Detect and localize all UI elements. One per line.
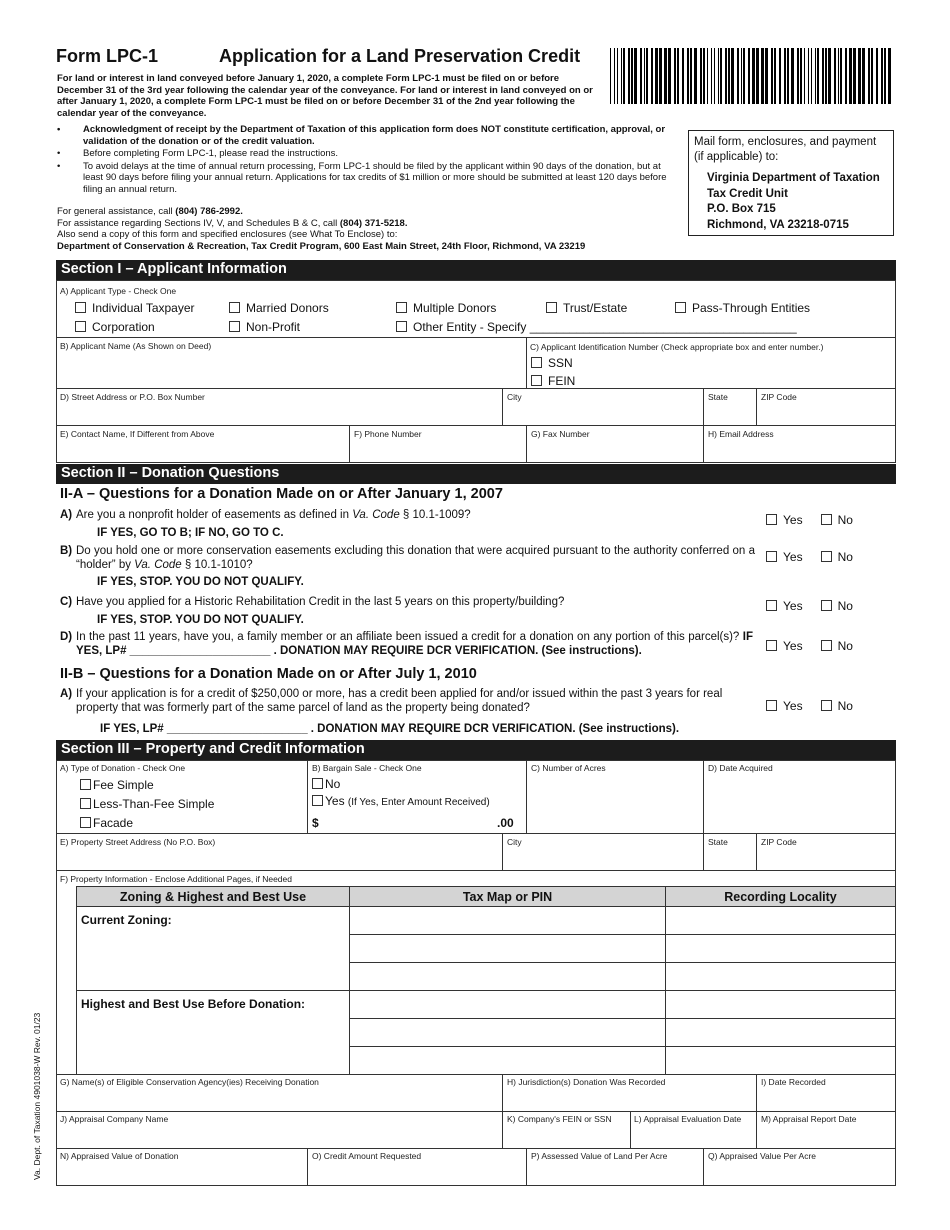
- question-2a-b: [60, 545, 755, 590]
- checkbox[interactable]: [75, 321, 86, 332]
- question-text: Are you a nonprofit holder of easements as defined in: [76, 509, 353, 521]
- side-footer: Va. Dept. of Taxation 4901038-W Rev. 01/23: [32, 1012, 42, 1180]
- fein-label: FEIN: [548, 374, 576, 388]
- bargain-yes-label: Yes: [325, 794, 345, 808]
- mailing-address-box: [688, 130, 894, 236]
- zip-label: ZIP Code: [761, 392, 797, 402]
- type-pass-through-label: Pass-Through Entities: [692, 301, 811, 315]
- bargain-cents: .00: [497, 816, 514, 830]
- checkbox[interactable]: [229, 302, 240, 313]
- yes-label: Yes: [783, 513, 803, 527]
- question-instruction: IF YES, LP# ______________________ . DONATION MAY REQUIRE DCR VERIFICATION. (See instructions).: [76, 631, 753, 657]
- jurisdiction-label: H) Jurisdiction(s) Donation Was Recorded: [507, 1077, 666, 1087]
- yes-checkbox[interactable]: [766, 514, 777, 525]
- checkbox[interactable]: [675, 302, 686, 313]
- divider: [526, 337, 527, 389]
- divider: [526, 1148, 527, 1186]
- highest-use-label: Highest and Best Use Before Donation:: [81, 997, 306, 1011]
- checkbox[interactable]: [80, 817, 91, 828]
- question-letter: B): [60, 545, 73, 557]
- no-checkbox[interactable]: [821, 700, 832, 711]
- type-pass-through[interactable]: [675, 301, 810, 315]
- donation-type-label: A) Type of Donation - Check One: [60, 763, 186, 773]
- question-instruction: IF YES, STOP. YOU DO NOT QUALIFY.: [97, 613, 304, 626]
- divider: [703, 388, 704, 426]
- current-zoning-label: Current Zoning:: [81, 913, 172, 927]
- current-zoning-cell[interactable]: [77, 907, 350, 991]
- divider: [526, 760, 527, 834]
- type-corporation[interactable]: [75, 320, 155, 334]
- type-fee-simple[interactable]: [80, 778, 154, 792]
- question-text-end: § 10.1-1010?: [181, 558, 253, 571]
- no-label: No: [837, 513, 853, 527]
- assessed-value-label: P) Assessed Value of Land Per Acre: [531, 1151, 668, 1161]
- question-instruction: IF YES, STOP. YOU DO NOT QUALIFY.: [97, 576, 304, 588]
- bargain-no[interactable]: [312, 777, 340, 791]
- q-c-yes-no[interactable]: [766, 599, 853, 613]
- bullet-acknowledgment: • Acknowledgment of receipt by the Department of Taxation of this application form does NOT constitute certification, approval, or validation of the donation or of the credit valuation.: [57, 124, 669, 147]
- divider: [703, 760, 704, 834]
- checkbox[interactable]: [312, 778, 323, 789]
- type-multiple[interactable]: [396, 301, 496, 315]
- filing-deadline-text: For land or interest in land conveyed before January 1, 2020, a complete Form LPC-1 must be filed on or before December 31 of the 3rd year following the calendar year of the conveyance. For land or interest in land conveyed on or after January 1, 2020, a complete Form LPC-1 must be filed on or before December 31 of the 2nd year following the calendar year of the conveyance.: [57, 73, 593, 119]
- bullet-read-instructions: • Before completing Form LPC-1, please read the instructions.: [57, 148, 669, 160]
- agency-label: G) Name(s) of Eligible Conservation Agency(ies) Receiving Donation: [60, 1077, 319, 1087]
- question-2b-a: [60, 688, 753, 737]
- company-fein-label: K) Company's FEIN or SSN: [507, 1114, 612, 1124]
- acres-label: C) Number of Acres: [531, 763, 606, 773]
- divider: [349, 425, 350, 463]
- property-address-label: E) Property Street Address (No P.O. Box): [60, 837, 216, 847]
- street-address-label: D) Street Address or P.O. Box Number: [60, 392, 205, 402]
- credit-amount-label: O) Credit Amount Requested: [312, 1151, 422, 1161]
- divider: [756, 833, 757, 871]
- date-acquired-label: D) Date Acquired: [708, 763, 773, 773]
- applicant-id-label: C) Applicant Identification Number (Check appropriate box and enter number.): [530, 342, 824, 352]
- property-info-label: F) Property Information - Enclose Additional Pages, if Needed: [60, 874, 292, 884]
- id-ssn[interactable]: [531, 356, 573, 370]
- form-number: Form LPC-1: [56, 46, 159, 66]
- col-tax-map: Tax Map or PIN: [350, 887, 666, 907]
- type-non-profit-label: Non-Profit: [246, 320, 301, 334]
- property-zip-label: ZIP Code: [761, 837, 797, 847]
- no-checkbox[interactable]: [821, 600, 832, 611]
- mail-line-2: Tax Credit Unit: [707, 187, 788, 200]
- type-trust-label: Trust/Estate: [563, 301, 628, 315]
- id-fein[interactable]: [531, 374, 575, 388]
- yes-label: Yes: [783, 599, 803, 613]
- email-label: H) Email Address: [708, 429, 774, 439]
- checkbox[interactable]: [80, 779, 91, 790]
- mail-line-1: Virginia Department of Taxation: [707, 172, 880, 184]
- locality-cell[interactable]: [666, 907, 896, 935]
- checkbox[interactable]: [546, 302, 557, 313]
- type-individual-label: Individual Taxpayer: [92, 301, 195, 315]
- checkbox[interactable]: [75, 302, 86, 313]
- q-b-yes-no[interactable]: [766, 550, 853, 564]
- locality-cell[interactable]: [666, 1019, 896, 1047]
- facade-label: Facade: [93, 816, 134, 830]
- tax-map-cell[interactable]: [350, 935, 666, 963]
- city-label: City: [507, 392, 522, 402]
- divider: [502, 1111, 503, 1149]
- property-info-table: [76, 886, 896, 1075]
- question-2a-a: [60, 509, 760, 540]
- highest-use-cell[interactable]: [77, 991, 350, 1075]
- divider: [703, 833, 704, 871]
- question-letter: C): [60, 596, 73, 608]
- copy-line: Also send a copy of this form and specified enclosures (see What To Enclose) to:: [57, 229, 398, 241]
- question-2a-c: [60, 596, 760, 627]
- yes-checkbox[interactable]: [766, 551, 777, 562]
- type-facade[interactable]: [80, 816, 133, 830]
- bargain-dollar: $: [312, 816, 319, 830]
- locality-cell[interactable]: [666, 963, 896, 991]
- instruction-bullets: [57, 124, 669, 197]
- divider: [756, 1074, 757, 1112]
- locality-cell[interactable]: [666, 935, 896, 963]
- divider: [703, 1148, 704, 1186]
- question-letter: A): [60, 688, 73, 700]
- report-date-label: M) Appraisal Report Date: [761, 1114, 857, 1124]
- date-recorded-label: I) Date Recorded: [761, 1077, 826, 1087]
- property-state-label: State: [708, 837, 728, 847]
- question-text: Have you applied for a Historic Rehabilitation Credit in the last 5 years on this property/building?: [76, 596, 565, 608]
- appraisal-company-label: J) Appraisal Company Name: [60, 1114, 169, 1124]
- bargain-yes[interactable]: [312, 794, 490, 808]
- checkbox[interactable]: [396, 302, 407, 313]
- question-text: If your application is for a credit of $250,000 or more, has a credit been applied for and/or issued within the past 3 years for real property that was formerly part of the same parcel of land as the property being donated?: [76, 688, 723, 714]
- type-individual[interactable]: [75, 301, 195, 315]
- divider: [703, 425, 704, 463]
- tax-map-cell[interactable]: [350, 963, 666, 991]
- question-text: In the past 11 years, have you, a family member or an affiliate been issued a credit for a donation on any portion of this parcel(s)?: [76, 631, 743, 643]
- question-text: Do you hold one or more conservation easements excluding this donation that were acquired pursuant to the authority conferred on a “holder” by: [76, 545, 755, 571]
- checkbox[interactable]: [229, 321, 240, 332]
- checkbox[interactable]: [80, 798, 91, 809]
- checkbox[interactable]: [312, 795, 323, 806]
- no-checkbox[interactable]: [821, 640, 832, 651]
- q-d-yes-no[interactable]: [766, 639, 853, 653]
- no-label: No: [837, 639, 853, 653]
- appraised-value-label: N) Appraised Value of Donation: [60, 1151, 179, 1161]
- applicant-type-label: A) Applicant Type - Check One: [60, 286, 177, 296]
- mail-intro: Mail form, enclosures, and payment (if applicable) to:: [694, 136, 877, 163]
- yes-label: Yes: [783, 550, 803, 564]
- question-2a-d: [60, 631, 753, 658]
- locality-cell[interactable]: [666, 991, 896, 1019]
- no-label: No: [837, 550, 853, 564]
- section-3-header: Section III – Property and Credit Information: [56, 740, 896, 760]
- checkbox[interactable]: [531, 357, 542, 368]
- bargain-sale-label: B) Bargain Sale - Check One: [312, 763, 422, 773]
- bargain-no-label: No: [325, 777, 341, 791]
- type-married[interactable]: [229, 301, 329, 315]
- bullet-avoid-delays: • To avoid delays at the time of annual return processing, Form LPC-1 should be filed by the applicant within 90 days of the donation, but at least 90 days before filing your annual return. Applications for tax credits of $1 million or more should be submitted at least 120 days before filing an annual return.: [57, 161, 669, 196]
- divider: [502, 1074, 503, 1112]
- phone-label: F) Phone Number: [354, 429, 422, 439]
- state-label: State: [708, 392, 728, 402]
- mail-line-3: P.O. Box 715: [707, 203, 776, 215]
- tax-map-cell[interactable]: [350, 907, 666, 935]
- divider: [502, 388, 503, 426]
- appraised-per-acre-label: Q) Appraised Value Per Acre: [708, 1151, 817, 1161]
- type-married-label: Married Donors: [246, 301, 329, 315]
- form-title: Application for a Land Preservation Credit: [219, 46, 581, 66]
- divider: [526, 425, 527, 463]
- section-1-header: Section I – Applicant Information: [56, 260, 896, 280]
- bargain-yes-note: (If Yes, Enter Amount Received): [347, 797, 490, 808]
- section-2-header: Section II – Donation Questions: [56, 464, 896, 484]
- yes-label: Yes: [783, 699, 803, 713]
- divider: [630, 1111, 631, 1149]
- no-checkbox[interactable]: [821, 551, 832, 562]
- divider: [307, 760, 308, 834]
- yes-checkbox[interactable]: [766, 600, 777, 611]
- divider: [756, 388, 757, 426]
- col-recording-locality: Recording Locality: [666, 887, 896, 907]
- yes-checkbox[interactable]: [766, 640, 777, 651]
- assistance-info: [57, 206, 697, 252]
- type-other[interactable]: [396, 320, 797, 334]
- fee-simple-label: Fee Simple: [93, 778, 154, 792]
- type-other-label: Other Entity - Specify ________________________________________: [413, 320, 797, 334]
- assist-general-phone: (804) 786-2992.: [175, 206, 243, 217]
- divider: [56, 871, 57, 1075]
- checkbox[interactable]: [531, 375, 542, 386]
- q-2b-yes-no[interactable]: [766, 699, 853, 713]
- fax-label: G) Fax Number: [531, 429, 590, 439]
- tax-map-cell[interactable]: [350, 991, 666, 1019]
- mail-line-4: Richmond, VA 23218-0715: [707, 218, 849, 231]
- property-city-label: City: [507, 837, 522, 847]
- tax-map-cell[interactable]: [350, 1047, 666, 1075]
- question-letter: A): [60, 509, 73, 521]
- yes-label: Yes: [783, 639, 803, 653]
- question-instruction: IF YES, LP# ______________________ . DONATION MAY REQUIRE DCR VERIFICATION. (See instructions).: [100, 723, 680, 735]
- code-citation: Va. Code: [352, 509, 400, 521]
- code-citation: Va. Code: [134, 558, 182, 571]
- ssn-label: SSN: [548, 356, 573, 370]
- no-label: No: [837, 699, 853, 713]
- question-letter: D): [60, 631, 73, 643]
- assist-sections: For assistance regarding Sections IV, V, and Schedules B & C, call: [57, 217, 340, 229]
- section-2a-header: II-A – Questions for a Donation Made on or After January 1, 2007: [60, 486, 503, 502]
- type-trust[interactable]: [546, 301, 627, 315]
- type-non-profit[interactable]: [229, 320, 300, 334]
- type-less-fee[interactable]: [80, 797, 214, 811]
- contact-name-label: E) Contact Name, If Different from Above: [60, 429, 215, 439]
- question-text-end: § 10.1-1009?: [399, 509, 471, 521]
- evaluation-date-label: L) Appraisal Evaluation Date: [634, 1114, 742, 1124]
- type-multiple-label: Multiple Donors: [413, 301, 497, 315]
- barcode-icon: [610, 48, 894, 104]
- less-fee-label: Less-Than-Fee Simple: [93, 797, 215, 811]
- divider: [307, 1148, 308, 1186]
- locality-cell[interactable]: [666, 1047, 896, 1075]
- type-corporation-label: Corporation: [92, 320, 155, 334]
- yes-checkbox[interactable]: [766, 700, 777, 711]
- dcr-address: Department of Conservation & Recreation, Tax Credit Program, 600 East Main Street, 24th Floor, Richmond, VA 23219: [57, 240, 586, 252]
- no-checkbox[interactable]: [821, 514, 832, 525]
- assist-general: For general assistance, call: [57, 206, 176, 217]
- applicant-name-label: B) Applicant Name (As Shown on Deed): [60, 341, 212, 351]
- no-label: No: [837, 599, 853, 613]
- col-zoning: Zoning & Highest and Best Use: [77, 887, 350, 907]
- checkbox[interactable]: [396, 321, 407, 332]
- divider: [756, 1111, 757, 1149]
- assist-sections-phone: (804) 371-5218.: [339, 217, 408, 229]
- tax-map-cell[interactable]: [350, 1019, 666, 1047]
- q-a-yes-no[interactable]: [766, 513, 853, 527]
- section-2b-header: II-B – Questions for a Donation Made on or After July 1, 2010: [60, 666, 477, 682]
- divider: [502, 833, 503, 871]
- question-instruction: IF YES, GO TO B; IF NO, GO TO C.: [97, 526, 284, 539]
